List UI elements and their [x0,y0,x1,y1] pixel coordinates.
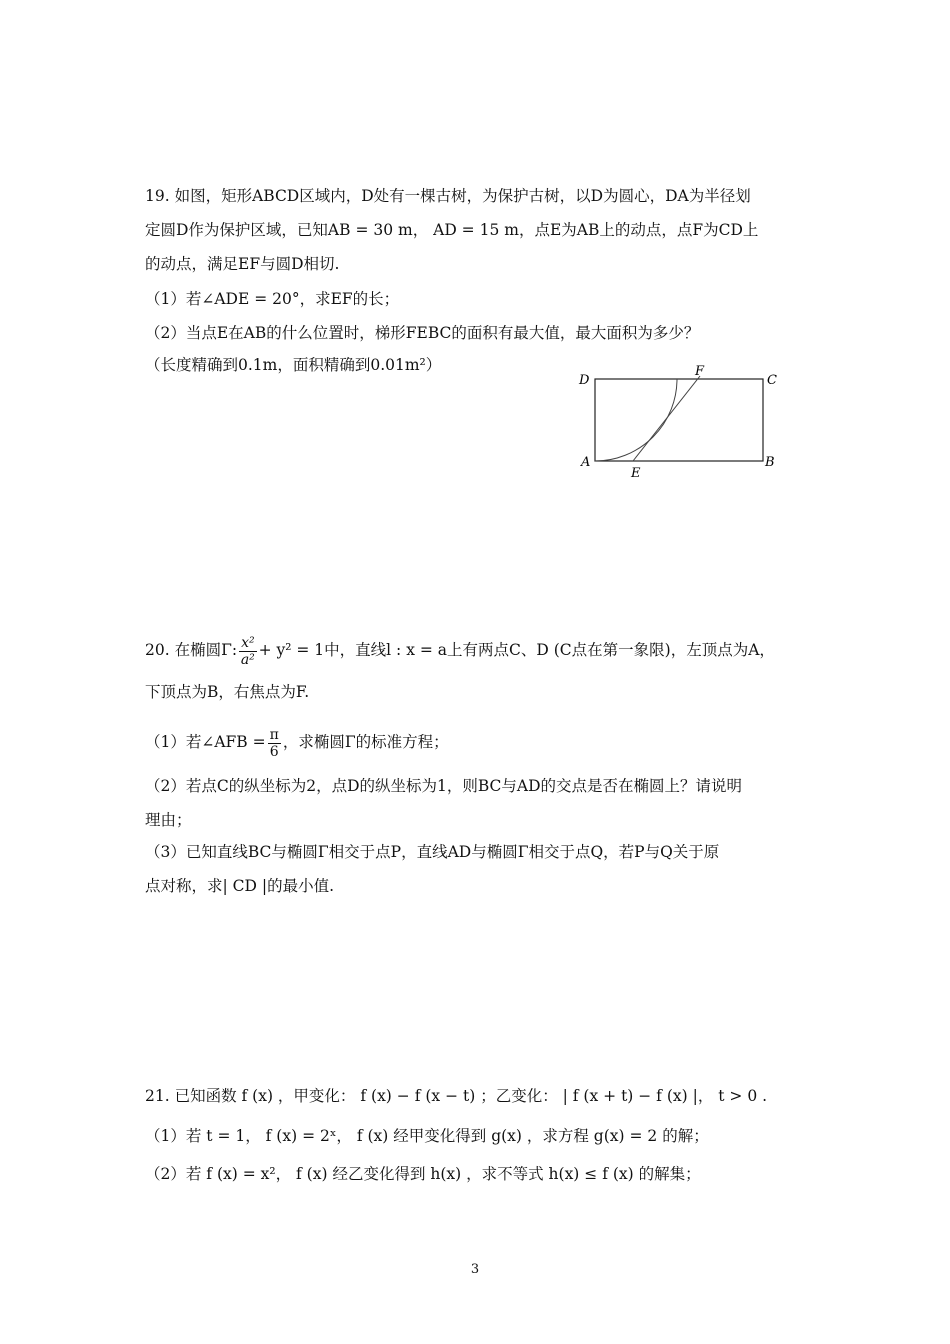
label-d: D [579,373,590,388]
q19-part1: （1）若∠ADE = 20°，求EF的长； [145,290,400,308]
q20-fraction [239,635,257,668]
q20-frac-num: x² [241,634,255,651]
q20-part1-den: 6 [269,743,279,760]
q20-line1-post: + y² = 1中，直线l : x = a上有两点C、D (C点在第一象限)，左顶点为A， [258,641,775,659]
label-a: A [581,455,591,470]
q20-part1-post: ，求椭圆Γ的标准方程； [282,733,449,751]
q20-frac-den: a² [240,651,255,668]
q19-part2: （2）当点E在AB的什么位置时，梯形FEBC的面积有最大值，最大面积为多少？ [145,324,700,342]
q20-part1-num: π [269,726,279,743]
q21-part1: （1）若 t = 1， f (x) = 2ˣ， f (x) 经甲变化得到 g(x) ，求方程 g(x) = 2 的解； [145,1127,709,1145]
q20-line1-pre: 20. 在椭圆Γ: [145,641,238,659]
q20-part1-fraction [268,727,281,760]
q21-line1: 21. 已知函数 f (x) ，甲变化： f (x) − f (x − t) ；乙变化： | f (x + t) − f (x) |， t > 0 . [145,1087,768,1105]
label-f: F [695,364,705,379]
q20-part1 [145,722,449,762]
q20-part2b: 理由； [145,811,192,829]
q21-part2: （2）若 f (x) = x²， f (x) 经乙变化得到 h(x) ，求不等式 h(x) ≤ f (x) 的解集； [145,1165,701,1183]
page-number: 3 [470,1262,480,1277]
q20-line2: 下顶点为B，右焦点为F. [145,683,310,701]
tangent-ef [633,376,700,461]
q19-note: （长度精确到0.1m，面积精确到0.01m²） [145,356,442,374]
label-c: C [767,373,777,388]
q19-line3: 的动点，满足EF与圆D相切. [145,255,340,273]
q20-line1 [145,630,775,670]
q20-part3a: （3）已知直线BC与椭圆Γ相交于点P，直线AD与椭圆Γ相交于点Q，若P与Q关于原 [145,843,720,861]
q20-part2a: （2）若点C的纵坐标为2，点D的纵坐标为1，则BC与AD的交点是否在椭圆上？请说明 [145,777,743,795]
q19-line1: 19. 如图，矩形ABCD区域内，D处有一棵古树，为保护古树，以D为圆心，DA为半径划 [145,187,751,205]
label-e: E [631,466,641,481]
q20-part1-pre: （1）若∠AFB = [145,733,266,751]
q19-line2: 定圆D作为保护区域，已知AB = 30 m， AD = 15 m，点E为AB上的动点，点F为CD上 [145,221,759,239]
q19-figure [575,364,785,482]
rectangle-abcd [595,379,763,461]
q20-part3b: 点对称，求| CD |的最小值. [145,877,335,895]
label-b: B [765,455,775,470]
